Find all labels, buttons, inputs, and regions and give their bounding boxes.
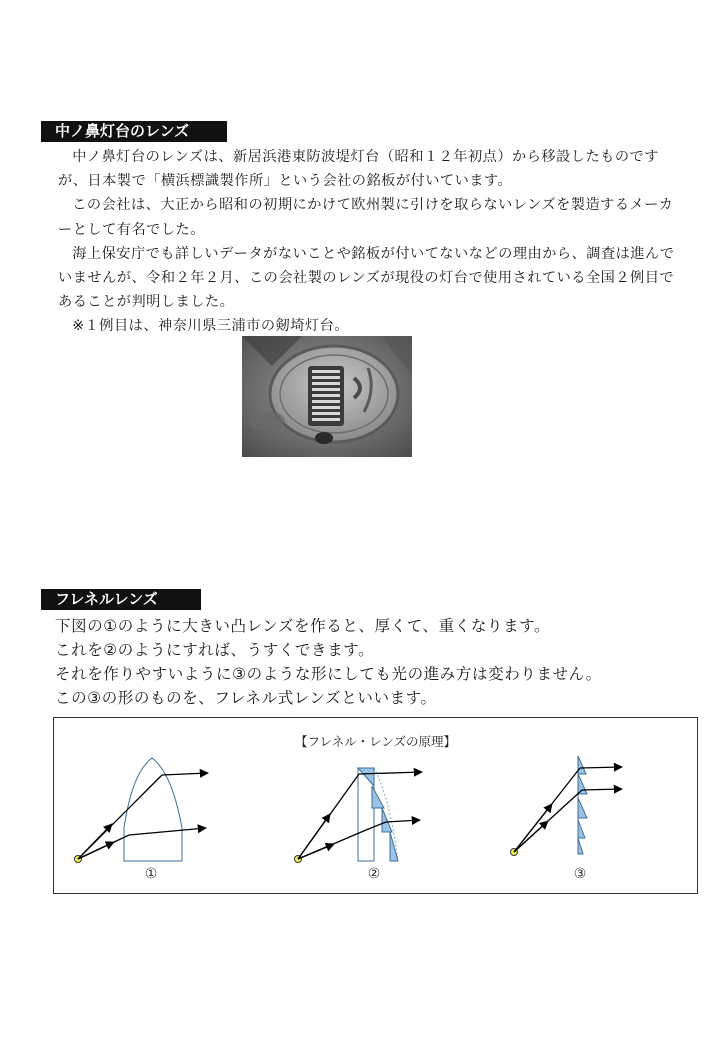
text-line: これを②のようにすれば、うすくできます。 [55,641,375,659]
nameplate-photo [242,336,412,457]
text-line: それを作りやすいように③のような形にしても光の進み方は変わりません。 [55,665,602,683]
section-heading-lens: 中ノ鼻灯台のレンズ [41,121,227,142]
diagram-title: 【フレネル・レンズの原理】 [295,734,456,749]
text-line: 下図の①のように大きい凸レンズを作ると、厚くて、重くなります。 [55,617,551,635]
footnote: ※１例目は、神奈川県三浦市の剱埼灯台。 [72,318,349,335]
lens-description [58,145,678,339]
paragraph: 海上保安庁でも詳しいデータがないことや銘板が付いてないなどの理由から、調査は進んでいませんが、令和２年２月、この会社製のレンズが現役の灯台で使用されている全国２例目であることが判明しました。 [58,245,675,311]
figure-label-3: ③ [573,866,587,882]
figure-label-1: ① [144,866,158,882]
diagram-figure [54,718,699,895]
figure-3-fresnel-lens [511,756,623,856]
figure-label-2: ② [367,866,381,882]
figure-1-convex-lens [75,758,209,863]
figure-2-stepped-lens [295,768,423,863]
fresnel-diagram [53,717,698,894]
section-heading-fresnel: フレネルレンズ [41,589,201,610]
fresnel-description [55,614,695,710]
text-line: この③の形のものを、フレネル式レンズといいます。 [55,689,437,707]
paragraph: この会社は、大正から昭和の初期にかけて欧州製に引けを取らないレンズを製造するメーカーとして有名でした。 [58,197,674,238]
paragraph: 中ノ鼻灯台のレンズは、新居浜港東防波堤灯台（昭和１２年初点）から移設したものですが、日本製で「横浜標識製作所」という会社の銘板が付いています。 [58,149,659,190]
